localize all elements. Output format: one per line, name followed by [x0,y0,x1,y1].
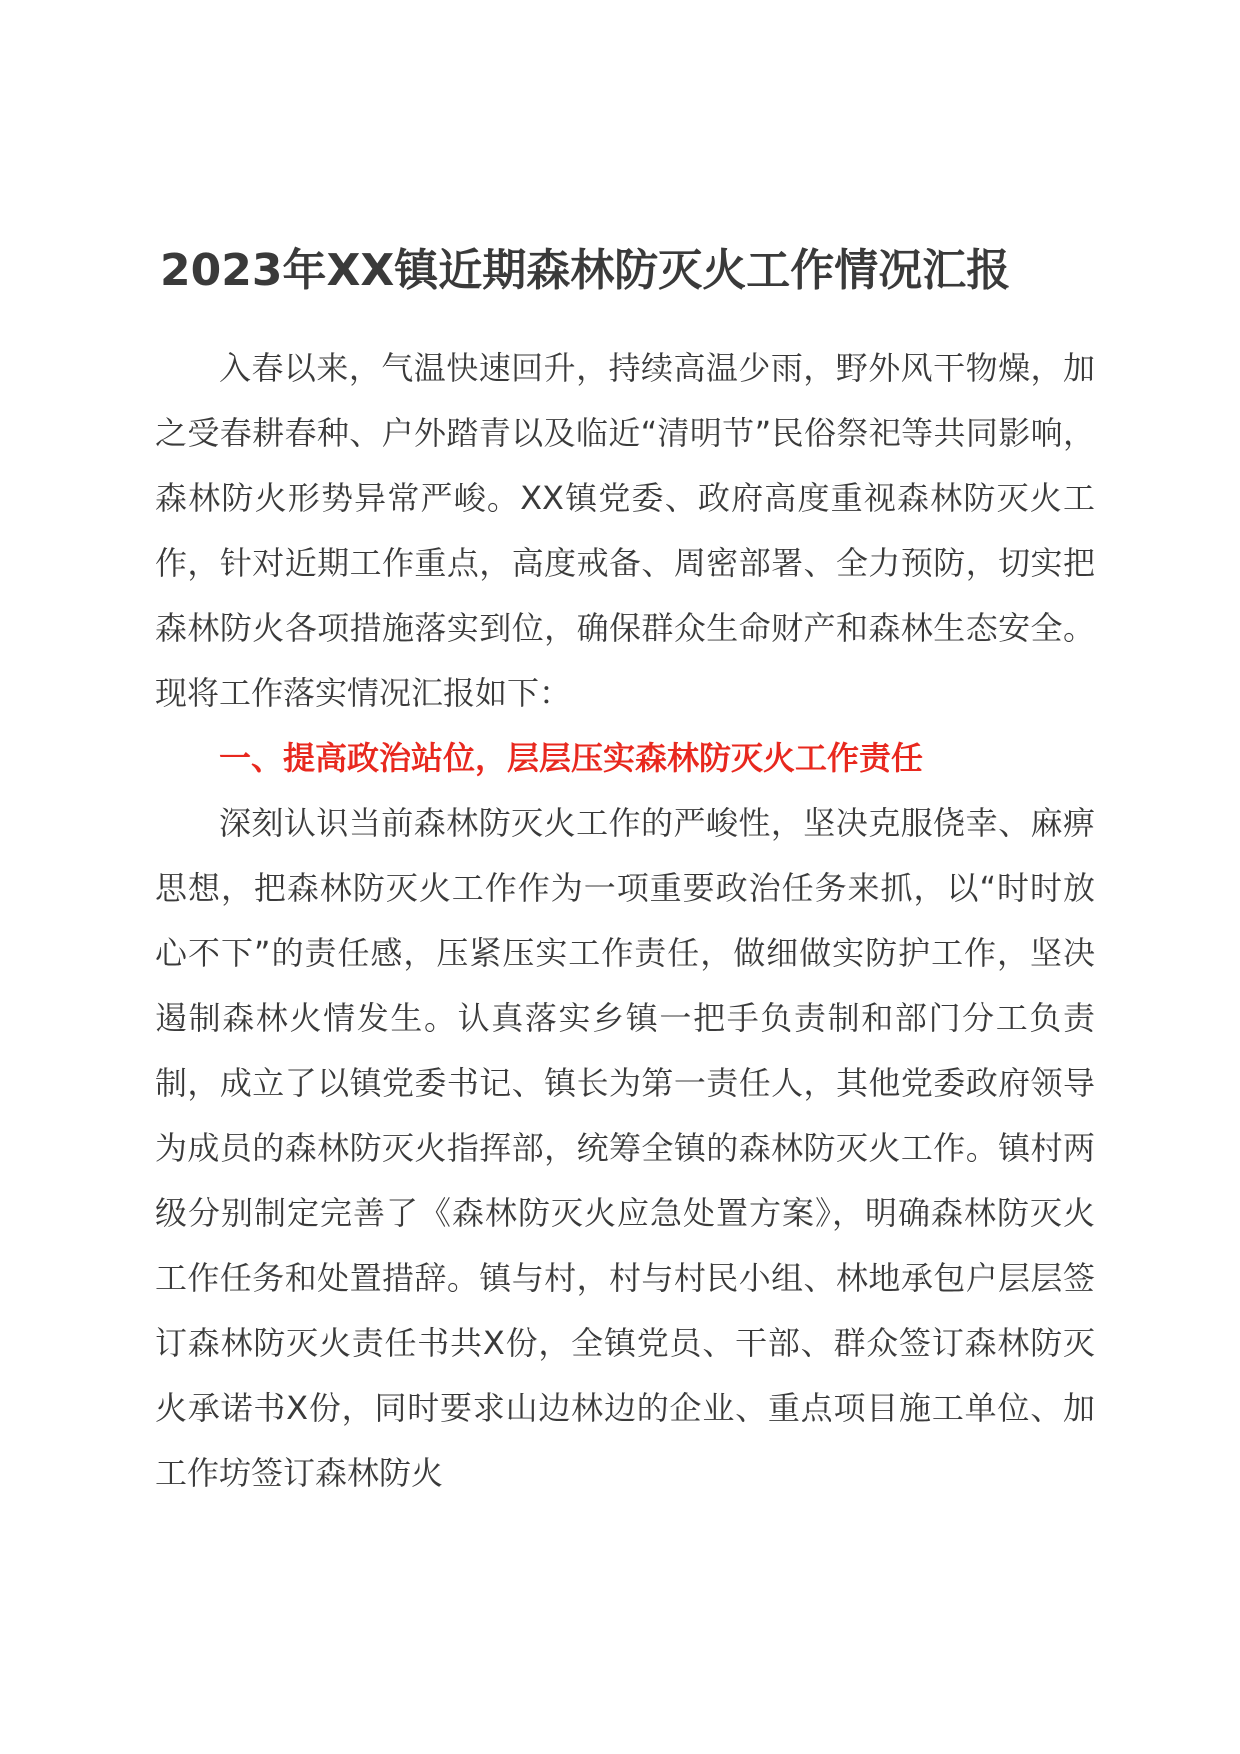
section-paragraph: 深刻认识当前森林防灭火工作的严峻性，坚决克服侥幸、麻痹思想，把森林防灭火工作作为一项重要政治任务来抓，以“时时放心不下”的责任感，压紧压实工作责任，做细做实防护工作，坚决遏制森林火情发生。认真落实乡镇一把手负责制和部门分工负责制，成立了以镇党委书记、镇长为第一责任人，其他党委政府领导为成员的森林防灭火指挥部，统筹全镇的森林防灭火工作。镇村两级分别制定完善了《森林防灭火应急处置方案》，明确森林防灭火工作任务和处置措辞。镇与村，村与村民小组、林地承包户层层签订森林防灭火责任书共X份，全镇党员、干部、群众签订森林防灭火承诺书X份，同时要求山边林边的企业、重点项目施工单位、加工作坊签订森林防火 [155,804,1095,1492]
intro-paragraph: 入春以来，气温快速回升，持续高温少雨，野外风干物燥，加之受春耕春种、户外踏青以及临近“清明节”民俗祭祀等共同影响，森林防火形势异常严峻。XX镇党委、政府高度重视森林防灭火工作，针对近期工作重点，高度戒备、周密部署、全力预防，切实把森林防火各项措施落实到位，确保群众生命财产和森林生态安全。现将工作落实情况汇报如下： [155,349,1095,712]
document-body [155,336,1095,1506]
section-heading: 一、提高政治站位，层层压实森林防灭火工作责任 [219,739,924,777]
document-title: 2023年XX镇近期森林防灭火工作情况汇报 [160,245,1011,296]
